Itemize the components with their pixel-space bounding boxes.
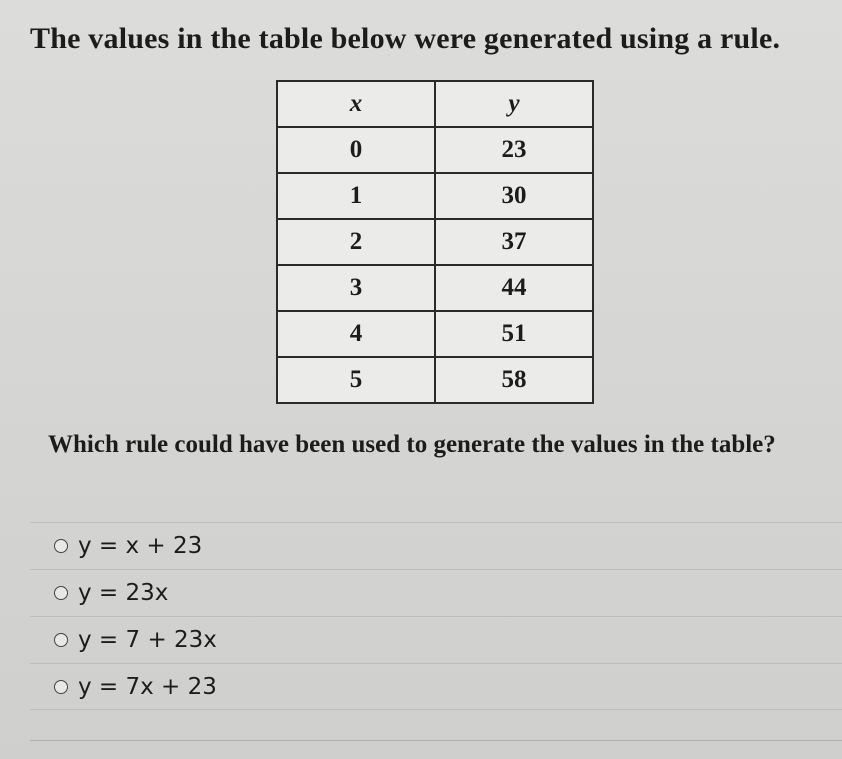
answer-option-2[interactable]: [30, 569, 842, 616]
bottom-divider: [30, 740, 842, 741]
question-text: Which rule could have been used to generate the values in the table?: [48, 431, 776, 458]
table-cell-y: 44: [435, 265, 593, 311]
answer-options: [30, 522, 842, 710]
answer-option-label: y = 23x: [78, 580, 169, 606]
answer-option-3[interactable]: [30, 616, 842, 663]
table-cell-y: 58: [435, 357, 593, 403]
table-cell-y: 51: [435, 311, 593, 357]
prompt-text: The values in the table below were generated using a rule.: [30, 22, 781, 55]
table-cell-x: 1: [277, 173, 435, 219]
radio-button-icon[interactable]: [54, 680, 68, 694]
answer-option-4[interactable]: [30, 663, 842, 710]
column-header-x: x: [277, 81, 435, 127]
table-row: [277, 357, 593, 403]
answer-option-label: y = x + 23: [78, 533, 203, 559]
table-row: [277, 219, 593, 265]
table-cell-x: 5: [277, 357, 435, 403]
table-row: [277, 311, 593, 357]
table-cell-y: 30: [435, 173, 593, 219]
table-cell-x: 0: [277, 127, 435, 173]
answer-option-label: y = 7 + 23x: [78, 627, 217, 653]
answer-option-label: y = 7x + 23: [78, 673, 217, 700]
table-cell-x: 4: [277, 311, 435, 357]
table-cell-y: 23: [435, 127, 593, 173]
table-row: [277, 173, 593, 219]
table-row: [277, 127, 593, 173]
table-row: [277, 265, 593, 311]
table-cell-x: 3: [277, 265, 435, 311]
radio-button-icon[interactable]: [54, 633, 68, 647]
table-cell-y: 37: [435, 219, 593, 265]
column-header-y: y: [435, 81, 593, 127]
answer-option-1[interactable]: [30, 522, 842, 569]
radio-button-icon[interactable]: [54, 586, 68, 600]
table-cell-x: 2: [277, 219, 435, 265]
values-table: [276, 80, 594, 404]
radio-button-icon[interactable]: [54, 539, 68, 553]
table-header-row: [277, 81, 593, 127]
